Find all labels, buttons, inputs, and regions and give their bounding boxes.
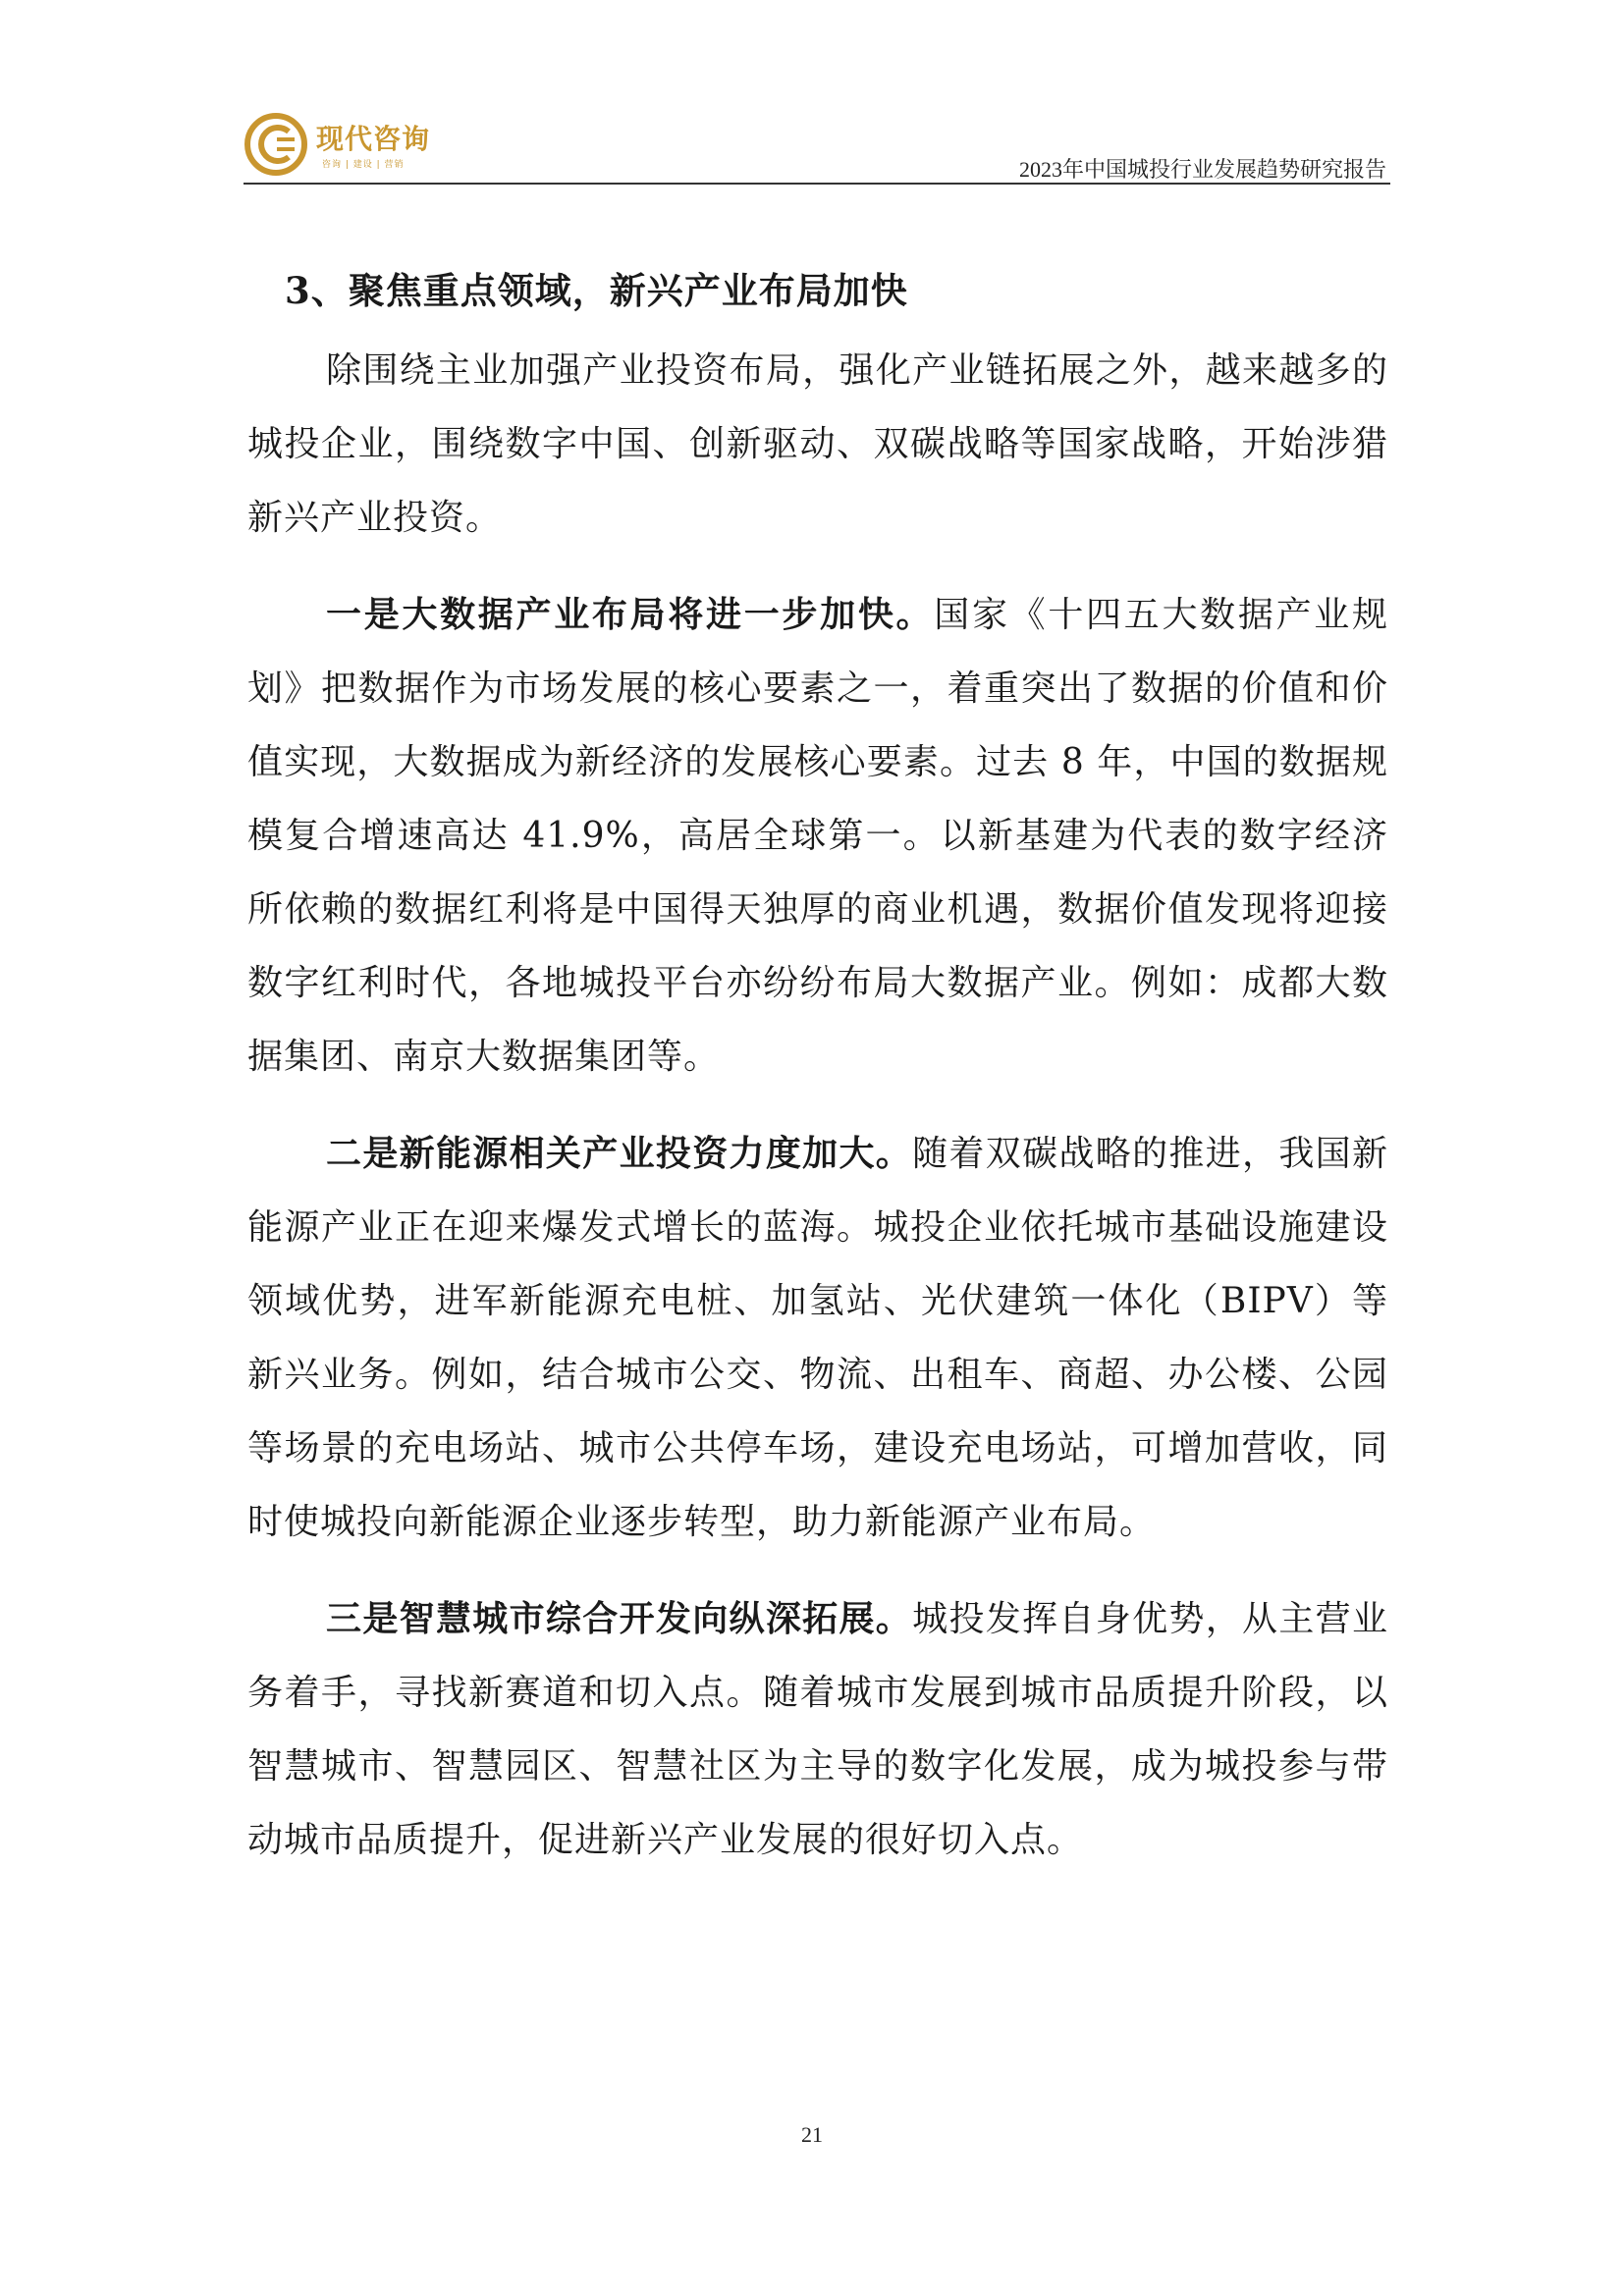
section-heading: 3、聚焦重点领域，新兴产业布局加快 [285, 269, 908, 312]
paragraph-text: 国家《十四五大数据产业规划》把数据作为市场发展的核心要素之一，着重突出了数据的价值和价值实现，大数据成为新经济的发展核心要素。过去 8 年，中国的数据规模复合增速高达 41.9%，高居全球第一。以新基建为代表的数字经济所依赖的数据红利将是中国得天独厚的商业机遇，数据价值发现将迎接数字红利时代，各地城投平台亦纷纷布局大数据产业。例如：成都大数据集团、南京大数据集团等。 [247, 595, 1388, 1077]
page-body [247, 261, 1388, 1900]
body-paragraph [247, 1117, 1388, 1559]
logo-tagline: 咨询 | 建设 | 营销 [322, 160, 405, 170]
paragraph-text: 城投发挥自身优势，从主营业务着手，寻找新赛道和切入点。随着城市发展到城市品质提升阶段，以智慧城市、智慧园区、智慧社区为主导的数字化发展，成为城投参与带动城市品质提升，促进新兴产业发展的很好切入点。 [247, 1599, 1388, 1860]
paragraph-text: 随着双碳战略的推进，我国新能源产业正在迎来爆发式增长的蓝海。城投企业依托城市基础设施建设领域优势，进军新能源充电桩、加氢站、光伏建筑一体化（BIPV）等新兴业务。例如，结合城市公交、物流、出租车、商超、办公楼、公园等场景的充电场站、城市公共停车场，建设充电场站，可增加营收，同时使城投向新能源企业逐步转型，助力新能源产业布局。 [247, 1134, 1388, 1542]
body-paragraph [247, 578, 1388, 1094]
paragraph-lead: 二是新能源相关产业投资力度加大。 [326, 1133, 913, 1174]
paragraph-lead: 三是智慧城市综合开发向纵深拓展。 [326, 1598, 913, 1639]
page-header [244, 106, 1390, 190]
body-paragraph [247, 334, 1388, 555]
logo-name: 现代咨询 [316, 123, 431, 155]
body-paragraph [247, 1582, 1388, 1877]
paragraph-text: 除围绕主业加强产业投资布局，强化产业链拓展之外，越来越多的城投企业，围绕数字中国、创新驱动、双碳战略等国家战略，开始涉猎新兴产业投资。 [247, 350, 1388, 538]
report-title: 2023年中国城投行业发展趋势研究报告 [1018, 157, 1386, 182]
paragraph-lead: 一是大数据产业布局将进一步加快。 [326, 594, 935, 635]
page-number: 21 [801, 2122, 823, 2147]
header-divider [244, 183, 1390, 185]
company-logo [244, 112, 440, 177]
cf-logo-icon [244, 112, 310, 177]
